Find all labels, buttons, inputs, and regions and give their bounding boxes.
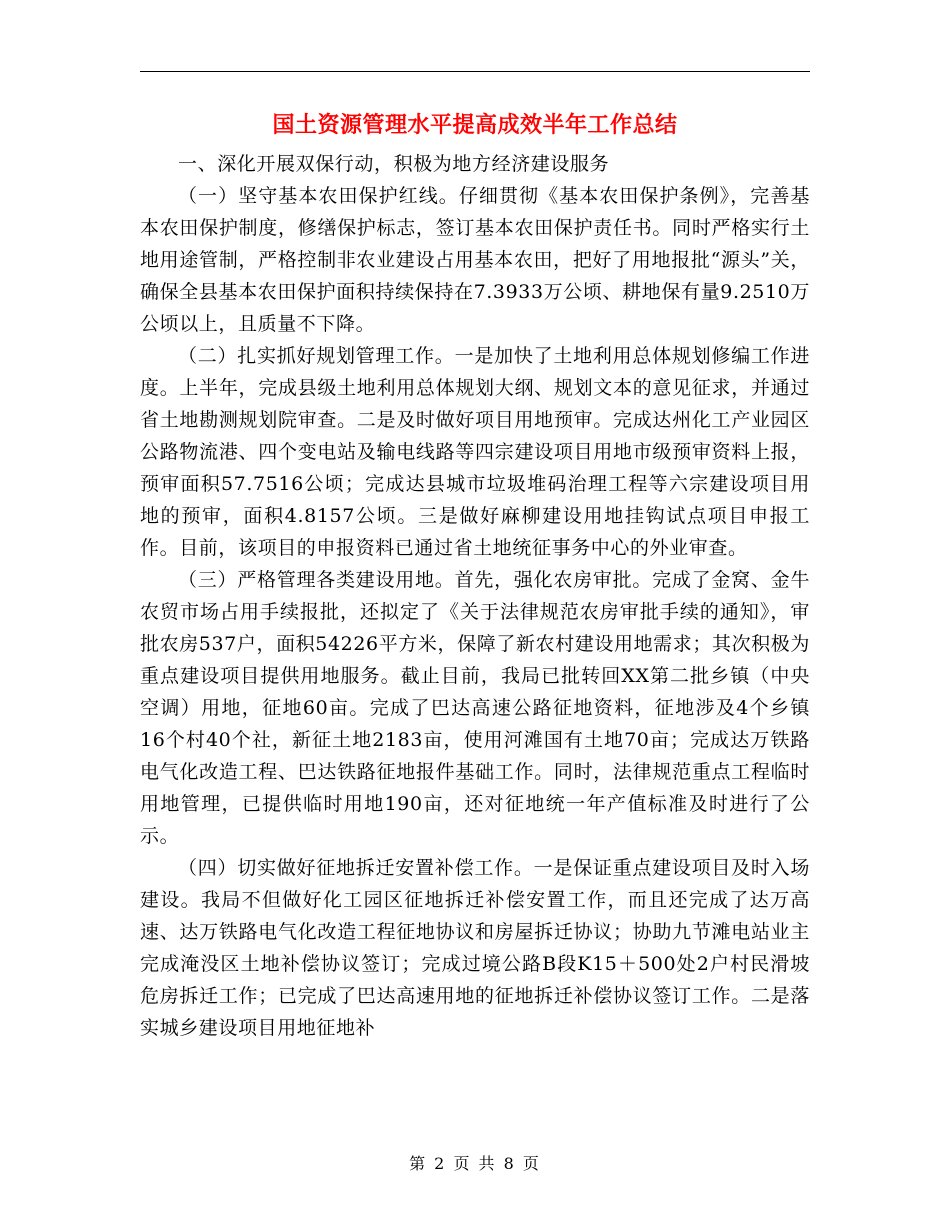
paragraph-farmland-protection: （一）坚守基本农田保护红线。仔细贯彻《基本农田保护条例》，完善基本农田保护制度，修缮保护标志，签订基本农田保护责任书。同时严格实行土地用途管制，严格控制非农业建设占用基本农田，把好了用地报批“源头”关，确保全县基本农田保护面积持续保持在7.3933万公顷、耕地保有量9.2510万公顷以上，且质量不下降。 — [140, 185, 810, 335]
document-body — [140, 148, 810, 1044]
paragraph-construction-land: （三）严格管理各类建设用地。首先，强化农房审批。完成了金窝、金牛农贸市场占用手续报批，还拟定了《关于法律规范农房审批手续的通知》，审批农房537户，面积54226平方米，保障了新农村建设用地需求；其次积极为重点建设项目提供用地服务。截止目前，我局已批转回XX第二批乡镇（中央空调）用地，征地60亩。完成了巴达高速公路征地资料，征地涉及4个乡镇16个村40个社，新征土地2183亩，使用河滩国有土地70亩；完成达万铁路电气化改造工程、巴达铁路征地报件基础工作。同时，法律规范重点工程临时用地管理，已提供临时用地190亩，还对征地统一年产值标准及时进行了公示。 — [140, 569, 810, 847]
document-title: 国土资源管理水平提高成效半年工作总结 — [272, 113, 678, 138]
page-footer: 第 2 页 共 8 页 — [409, 1154, 541, 1173]
header-rule — [140, 71, 810, 72]
section-heading: 一、深化开展双保行动，积极为地方经济建设服务 — [178, 153, 610, 175]
paragraph-land-acquisition: （四）切实做好征地拆迁安置补偿工作。一是保证重点建设项目及时入场建设。我局不但做好化工园区征地拆迁补偿安置工作，而且还完成了达万高速、达万铁路电气化改造工程征地协议和房屋拆迁协议；协助九节滩电站业主完成淹没区土地补偿协议签订；完成过境公路B段K15＋500处2户村民滑坡危房拆迁工作；已完成了巴达高速用地的征地拆迁补偿协议签订工作。二是落实城乡建设项目用地征地补 — [140, 857, 810, 1039]
paragraph-planning-management: （二）扎实抓好规划管理工作。一是加快了土地利用总体规划修编工作进度。上半年，完成县级土地利用总体规划大纲、规划文本的意见征求，并通过省土地勘测规划院审查。二是及时做好项目用地预审。完成达州化工产业园区公路物流港、四个变电站及输电线路等四宗建设项目用地市级预审资料上报，预审面积57.7516公顷；完成达县城市垃圾堆码治理工程等六宗建设项目用地的预审，面积4.8157公顷。三是做好麻柳建设用地挂钩试点项目申报工作。目前，该项目的申报资料已通过省土地统征事务中心的外业审查。 — [140, 345, 810, 559]
